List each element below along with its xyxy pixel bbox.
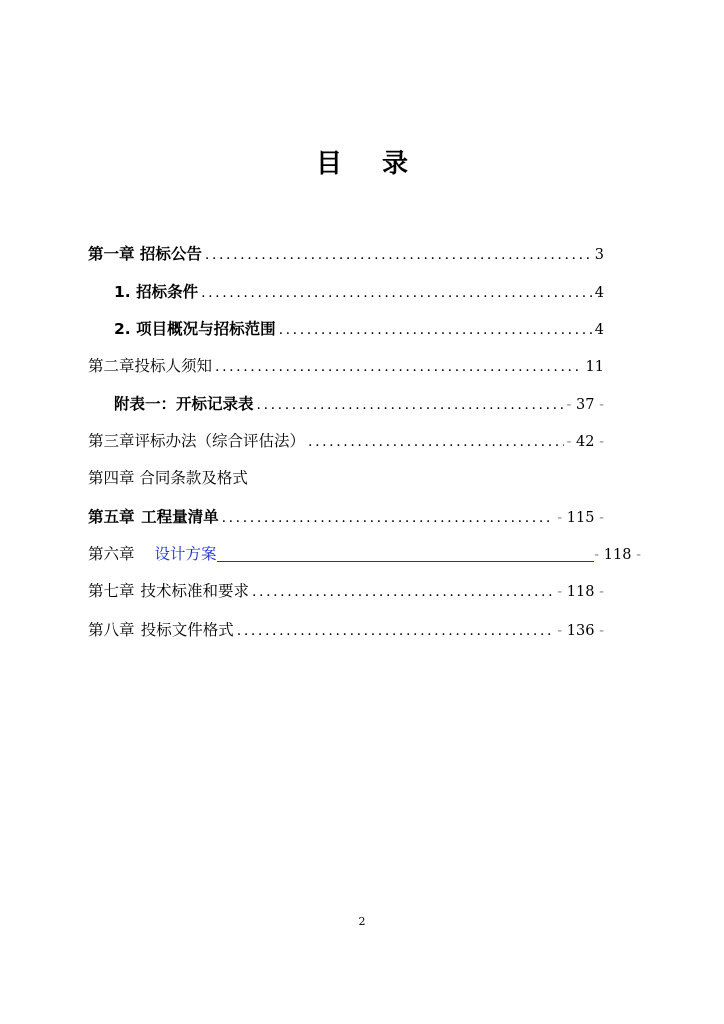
toc-entry[interactable] xyxy=(88,243,604,265)
toc-entry[interactable] xyxy=(88,506,604,528)
toc-leader-dots xyxy=(237,620,555,642)
toc-entry-label: 2. 项目概况与招标范围 xyxy=(114,320,276,338)
page-number: 2 xyxy=(358,915,366,928)
toc-entry-page: - 118 - xyxy=(557,584,604,600)
toc-entry-page: - 118 - xyxy=(594,547,641,563)
toc-entry[interactable] xyxy=(88,467,604,489)
toc-entry-link[interactable] xyxy=(88,543,641,565)
toc-leader-dots xyxy=(201,282,592,304)
toc-entry-label: 工程量清单 xyxy=(141,508,219,526)
toc-leader-dots xyxy=(205,244,592,266)
toc-entry-label: 第四章 合同条款及格式 xyxy=(88,469,248,487)
toc-entry-label: 第一章 招标公告 xyxy=(88,245,202,263)
title-char-2: 录 xyxy=(382,149,409,179)
toc-entry-page: 3 xyxy=(594,247,604,263)
toc-entry[interactable] xyxy=(88,580,604,602)
toc-leader-dots xyxy=(215,356,583,378)
toc-entry-page: - 42 - xyxy=(566,434,604,450)
toc-leader-dots xyxy=(222,507,555,529)
toc-entry-chapter: 第六章 xyxy=(88,545,135,563)
toc-leader-dots xyxy=(308,431,564,453)
toc-entry[interactable] xyxy=(88,355,604,377)
toc-entry-page: - 37 - xyxy=(566,397,604,413)
toc-entry-page: 4 xyxy=(594,322,604,338)
toc-entry[interactable] xyxy=(88,430,604,452)
toc-entry[interactable] xyxy=(114,393,604,415)
toc-entry-page: 11 xyxy=(585,359,604,375)
toc-entry-chapter: 第五章 xyxy=(88,508,135,526)
toc-entry-page: - 136 - xyxy=(557,623,604,639)
link-underline xyxy=(217,547,595,562)
toc-entry-label: 技术标准和要求 xyxy=(140,582,249,600)
toc-entry-label: 附表一：开标记录表 xyxy=(114,395,254,413)
toc-entry-link-label[interactable]: 设计方案 xyxy=(154,545,217,563)
toc-entry-label: 投标文件格式 xyxy=(140,621,234,639)
toc-entry-page: 4 xyxy=(594,285,604,301)
toc-entry-label: 第二章投标人须知 xyxy=(88,357,213,375)
toc-entry-page: - 115 - xyxy=(557,510,604,526)
toc-entry-chapter: 第八章 xyxy=(88,621,135,639)
toc-entry-label: 第三章评标办法（综合评估法） xyxy=(88,432,306,450)
toc-leader-dots xyxy=(252,581,554,603)
toc-entry-label: 1. 招标条件 xyxy=(114,283,199,301)
toc-entry-chapter: 第七章 xyxy=(88,582,135,600)
toc-entry[interactable] xyxy=(114,318,604,340)
toc-leader-dots xyxy=(279,319,592,341)
toc-entry[interactable] xyxy=(114,281,604,303)
page-title xyxy=(0,143,724,180)
toc-entry[interactable] xyxy=(88,619,604,641)
title-char-1: 目 xyxy=(315,149,342,179)
toc-leader-dots xyxy=(257,394,564,416)
